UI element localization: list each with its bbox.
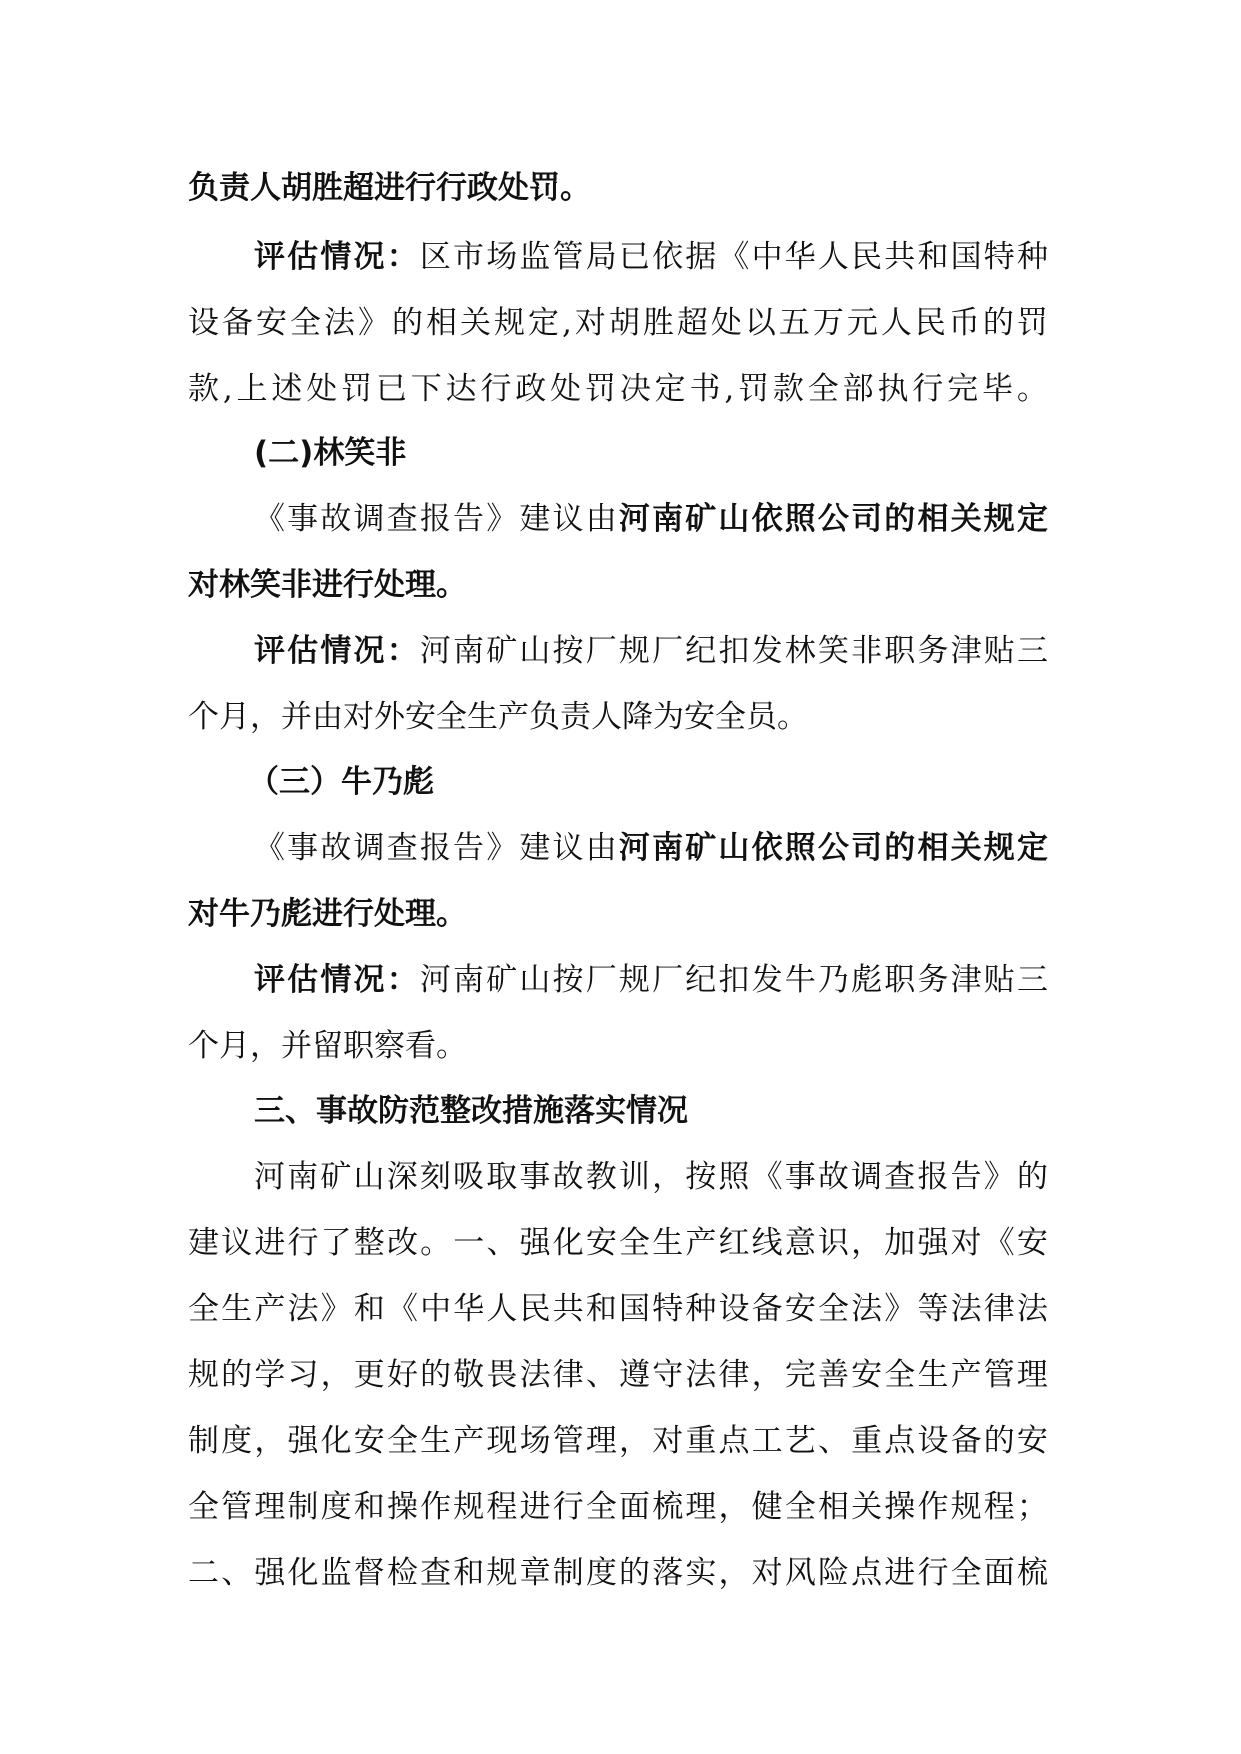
text-run: 负责人胡胜超进行行政处罚。: [188, 170, 591, 206]
text-line-12: [188, 889, 467, 939]
text-line-4: 款 , 上 述 处 罚 已 下 达 行 政 处 罚 决 定 书 , 罚 款 全 部 执 行 完 毕 。: [188, 371, 1048, 407]
text-line-15: [254, 1086, 688, 1136]
text-run: 个月，并由对外安全生产负责人降为安全员。: [188, 699, 808, 735]
text-line-14: [188, 1021, 467, 1071]
text-line-6: 《 事 故 调 查 报 告 》 建 议 由 河 南 矿 山 依 照 公 司 的 相 关 规 定: [254, 501, 1048, 537]
text-line-17: 建 议 进 行 了 整 改 。 一 、 强 化 安 全 生 产 红 线 意 识 ， 加 强 对 《 安: [188, 1225, 1048, 1261]
text-line-16: 河 南 矿 山 深 刻 吸 取 事 故 教 训 ， 按 照 《 事 故 调 查 报 告 》 的: [254, 1159, 1048, 1195]
text-line-19: 规 的 学 习 ， 更 好 的 敬 畏 法 律 、 遵 守 法 律 ， 完 善 安 全 生 产 管 理: [188, 1357, 1048, 1393]
text-run: (二)林笑非: [254, 435, 407, 471]
text-line-21: 全 管 理 制 度 和 操 作 规 程 进 行 全 面 梳 理 ， 健 全 相 关 操 作 规 程 ；: [188, 1489, 1048, 1525]
text-line-8: 评 估 情 况 ： 河 南 矿 山 按 厂 规 厂 纪 扣 发 林 笑 非 职 务 津 贴 三: [254, 633, 1048, 669]
text-line-11: 《 事 故 调 查 报 告 》 建 议 由 河 南 矿 山 依 照 公 司 的 相 关 规 定: [254, 830, 1048, 866]
text-line-3: 设 备 安 全 法 》 的 相 关 规 定 , 对 胡 胜 超 处 以 五 万 元 人 民 币 的 罚: [188, 305, 1048, 341]
text-run: （三）牛乃彪: [248, 764, 434, 800]
text-run: 对牛乃彪进行处理。: [188, 896, 467, 932]
text-line-20: 制 度 ， 强 化 安 全 生 产 现 场 管 理 ， 对 重 点 工 艺 、 重 点 设 备 的 安: [188, 1423, 1048, 1459]
text-line-22: 二 、 强 化 监 督 检 查 和 规 章 制 度 的 落 实 ， 对 风 险 点 进 行 全 面 梳: [188, 1555, 1048, 1591]
text-line-5: [254, 428, 406, 478]
text-line-2: 评 估 情 况 ： 区 市 场 监 管 局 已 依 据 《 中 华 人 民 共 和 国 特 种: [254, 239, 1048, 275]
text-line-18: 全 生 产 法 》 和 《 中 华 人 民 共 和 国 特 种 设 备 安 全 法 》 等 法 律 法: [188, 1291, 1048, 1327]
text-line-9: [188, 692, 808, 742]
text-run: 对林笑非进行处理。: [188, 567, 467, 603]
text-line-10: [248, 757, 434, 807]
text-line-13: 评 估 情 况 ： 河 南 矿 山 按 厂 规 厂 纪 扣 发 牛 乃 彪 职 务 津 贴 三: [254, 962, 1048, 998]
text-run: 三、事故防范整改措施落实情况: [254, 1093, 688, 1129]
text-run: 个月，并留职察看。: [188, 1028, 467, 1064]
text-line-7: [188, 560, 467, 610]
text-line-1: [188, 163, 591, 213]
